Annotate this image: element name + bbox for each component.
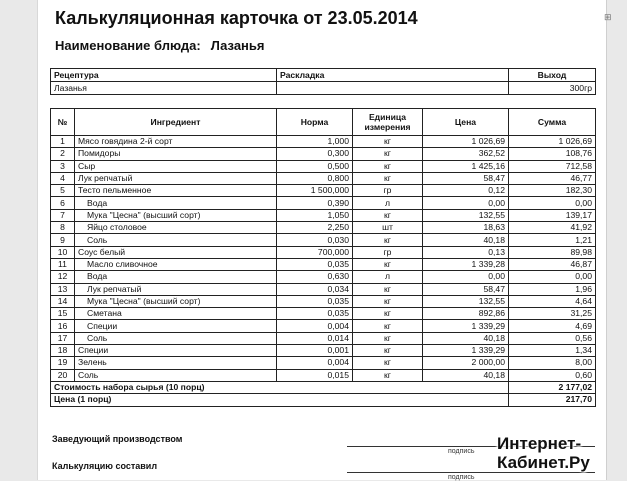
table-row: [51, 185, 596, 197]
table-row: [51, 332, 596, 344]
ingredient-name: Вода: [75, 271, 277, 283]
ingredient-name: Помидоры: [75, 148, 277, 160]
row-number: 10: [51, 246, 75, 258]
ingredient-name: Вода: [75, 197, 277, 209]
unit-value: кг: [353, 136, 423, 148]
row-number: 20: [51, 369, 75, 381]
table-row: [51, 246, 596, 258]
price-value: 1 339,29: [423, 345, 509, 357]
page-corner-icon: ⊞: [604, 12, 612, 22]
sum-value: 0,60: [509, 369, 596, 381]
table-row: [51, 222, 596, 234]
table-row: [51, 136, 596, 148]
norm-value: 0,300: [277, 148, 353, 160]
col-no: №: [51, 109, 75, 136]
sum-value: 0,00: [509, 197, 596, 209]
watermark-logo: [497, 434, 590, 472]
sum-value: 41,92: [509, 222, 596, 234]
ingredient-name: Яйцо столовое: [75, 222, 277, 234]
table-row: [51, 345, 596, 357]
sum-value: 182,30: [509, 185, 596, 197]
recipe-table: [50, 68, 596, 95]
portion-label: Цена (1 порц): [51, 394, 509, 406]
norm-value: 0,500: [277, 160, 353, 172]
manager-signature-caption: подпись: [448, 448, 475, 455]
sum-value: 712,58: [509, 160, 596, 172]
table-row: [51, 258, 596, 270]
unit-value: кг: [353, 148, 423, 160]
norm-value: 1,050: [277, 209, 353, 221]
unit-value: гр: [353, 185, 423, 197]
row-number: 2: [51, 148, 75, 160]
norm-value: 0,630: [277, 271, 353, 283]
price-value: 1 425,16: [423, 160, 509, 172]
layout-value: [277, 82, 509, 95]
price-value: 362,52: [423, 148, 509, 160]
ingredient-name: Сметана: [75, 308, 277, 320]
table-row: [51, 369, 596, 381]
price-value: 132,55: [423, 295, 509, 307]
total-row: [51, 381, 596, 393]
ingredient-name: Мясо говядина 2-й сорт: [75, 136, 277, 148]
row-number: 9: [51, 234, 75, 246]
price-value: 0,00: [423, 197, 509, 209]
unit-value: гр: [353, 246, 423, 258]
ingredient-name: Масло сливочное: [75, 258, 277, 270]
row-number: 11: [51, 258, 75, 270]
norm-value: 0,800: [277, 172, 353, 184]
price-value: 1 339,28: [423, 258, 509, 270]
sum-value: 108,76: [509, 148, 596, 160]
total-value: 2 177,02: [509, 381, 596, 393]
table-row: [51, 209, 596, 221]
ingredient-name: Специи: [75, 320, 277, 332]
unit-value: кг: [353, 332, 423, 344]
sum-value: 139,17: [509, 209, 596, 221]
row-number: 3: [51, 160, 75, 172]
table-row: [51, 357, 596, 369]
sum-value: 8,00: [509, 357, 596, 369]
price-value: 1 026,69: [423, 136, 509, 148]
price-value: 40,18: [423, 332, 509, 344]
col-unit: Единица измерения: [353, 109, 423, 136]
unit-value: кг: [353, 258, 423, 270]
row-number: 18: [51, 345, 75, 357]
yield-header: Выход: [509, 69, 596, 82]
norm-value: 2,250: [277, 222, 353, 234]
price-value: 0,13: [423, 246, 509, 258]
row-number: 19: [51, 357, 75, 369]
sum-value: 0,56: [509, 332, 596, 344]
norm-value: 0,035: [277, 295, 353, 307]
unit-value: кг: [353, 357, 423, 369]
row-number: 7: [51, 209, 75, 221]
col-norm: Норма: [277, 109, 353, 136]
row-number: 15: [51, 308, 75, 320]
sum-value: 1,96: [509, 283, 596, 295]
sum-value: 0,00: [509, 271, 596, 283]
norm-value: 0,035: [277, 308, 353, 320]
price-value: 0,00: [423, 271, 509, 283]
row-number: 12: [51, 271, 75, 283]
price-value: 40,18: [423, 369, 509, 381]
unit-value: шт: [353, 222, 423, 234]
col-price: Цена: [423, 109, 509, 136]
row-number: 16: [51, 320, 75, 332]
row-number: 6: [51, 197, 75, 209]
unit-value: кг: [353, 369, 423, 381]
ingredients-table: [50, 108, 596, 407]
ingredient-name: Сыр: [75, 160, 277, 172]
dish-label: Наименование блюда:: [55, 38, 201, 53]
unit-value: л: [353, 271, 423, 283]
norm-value: 0,034: [277, 283, 353, 295]
norm-value: 0,004: [277, 320, 353, 332]
row-number: 17: [51, 332, 75, 344]
table-row: [51, 234, 596, 246]
unit-value: кг: [353, 234, 423, 246]
unit-value: л: [353, 197, 423, 209]
sum-value: 4,69: [509, 320, 596, 332]
ingredient-name: Зелень: [75, 357, 277, 369]
unit-value: кг: [353, 283, 423, 295]
portion-row: [51, 394, 596, 406]
ingredient-name: Соль: [75, 369, 277, 381]
ingredient-name: Лук репчатый: [75, 283, 277, 295]
row-number: 13: [51, 283, 75, 295]
sum-value: 46,87: [509, 258, 596, 270]
yield-value: 300гр: [509, 82, 596, 95]
unit-value: кг: [353, 308, 423, 320]
ingredient-name: Специи: [75, 345, 277, 357]
dish-name: [55, 38, 265, 53]
ingredient-name: Соль: [75, 234, 277, 246]
unit-value: кг: [353, 209, 423, 221]
ingredient-name: Лук репчатый: [75, 172, 277, 184]
layout-header: Раскладка: [277, 69, 509, 82]
unit-value: кг: [353, 160, 423, 172]
watermark-line-1: Интернет-: [497, 434, 582, 453]
norm-value: 0,015: [277, 369, 353, 381]
table-row: [51, 295, 596, 307]
unit-value: кг: [353, 295, 423, 307]
ingredient-name: Тесто пельменное: [75, 185, 277, 197]
sum-value: 46,77: [509, 172, 596, 184]
price-value: 0,12: [423, 185, 509, 197]
ingredient-name: Соус белый: [75, 246, 277, 258]
row-number: 14: [51, 295, 75, 307]
norm-value: 1,000: [277, 136, 353, 148]
sum-value: 89,98: [509, 246, 596, 258]
price-value: 1 339,29: [423, 320, 509, 332]
norm-value: 0,004: [277, 357, 353, 369]
price-value: 132,55: [423, 209, 509, 221]
norm-value: 1 500,000: [277, 185, 353, 197]
sum-value: 1,21: [509, 234, 596, 246]
table-row: [51, 197, 596, 209]
manager-label: Заведующий производством: [52, 434, 183, 444]
page-title: Калькуляционная карточка от 23.05.2014: [55, 8, 418, 28]
table-row: [51, 320, 596, 332]
total-label: Стоимость набора сырья (10 порц): [51, 381, 509, 393]
ingredient-name: Мука "Цесна" (высший сорт): [75, 295, 277, 307]
sum-value: 1 026,69: [509, 136, 596, 148]
recipe-value: Лазанья: [51, 82, 277, 95]
table-row: [51, 160, 596, 172]
recipe-header: Рецептура: [51, 69, 277, 82]
row-number: 5: [51, 185, 75, 197]
dish-value: Лазанья: [210, 38, 265, 53]
table-row: [51, 308, 596, 320]
author-signature-line: [347, 472, 595, 473]
col-ingredient: Ингредиент: [75, 109, 277, 136]
norm-value: 0,030: [277, 234, 353, 246]
norm-value: 0,390: [277, 197, 353, 209]
unit-value: кг: [353, 172, 423, 184]
unit-value: кг: [353, 320, 423, 332]
norm-value: 0,014: [277, 332, 353, 344]
norm-value: 0,035: [277, 258, 353, 270]
norm-value: 0,001: [277, 345, 353, 357]
price-value: 2 000,00: [423, 357, 509, 369]
author-signature-caption: подпись: [448, 474, 475, 481]
table-row: [51, 148, 596, 160]
table-row: [51, 271, 596, 283]
price-value: 40,18: [423, 234, 509, 246]
row-number: 4: [51, 172, 75, 184]
table-row: [51, 283, 596, 295]
sum-value: 4,64: [509, 295, 596, 307]
sum-value: 1,34: [509, 345, 596, 357]
watermark-line-2: Кабинет.Ру: [497, 453, 590, 472]
price-value: 18,63: [423, 222, 509, 234]
row-number: 1: [51, 136, 75, 148]
ingredient-name: Соль: [75, 332, 277, 344]
unit-value: кг: [353, 345, 423, 357]
sum-value: 31,25: [509, 308, 596, 320]
price-value: 58,47: [423, 283, 509, 295]
row-number: 8: [51, 222, 75, 234]
table-row: [51, 172, 596, 184]
col-sum: Сумма: [509, 109, 596, 136]
norm-value: 700,000: [277, 246, 353, 258]
ingredient-name: Мука "Цесна" (высший сорт): [75, 209, 277, 221]
author-label: Калькуляцию составил: [52, 461, 158, 471]
portion-value: 217,70: [509, 394, 596, 406]
price-value: 58,47: [423, 172, 509, 184]
price-value: 892,86: [423, 308, 509, 320]
